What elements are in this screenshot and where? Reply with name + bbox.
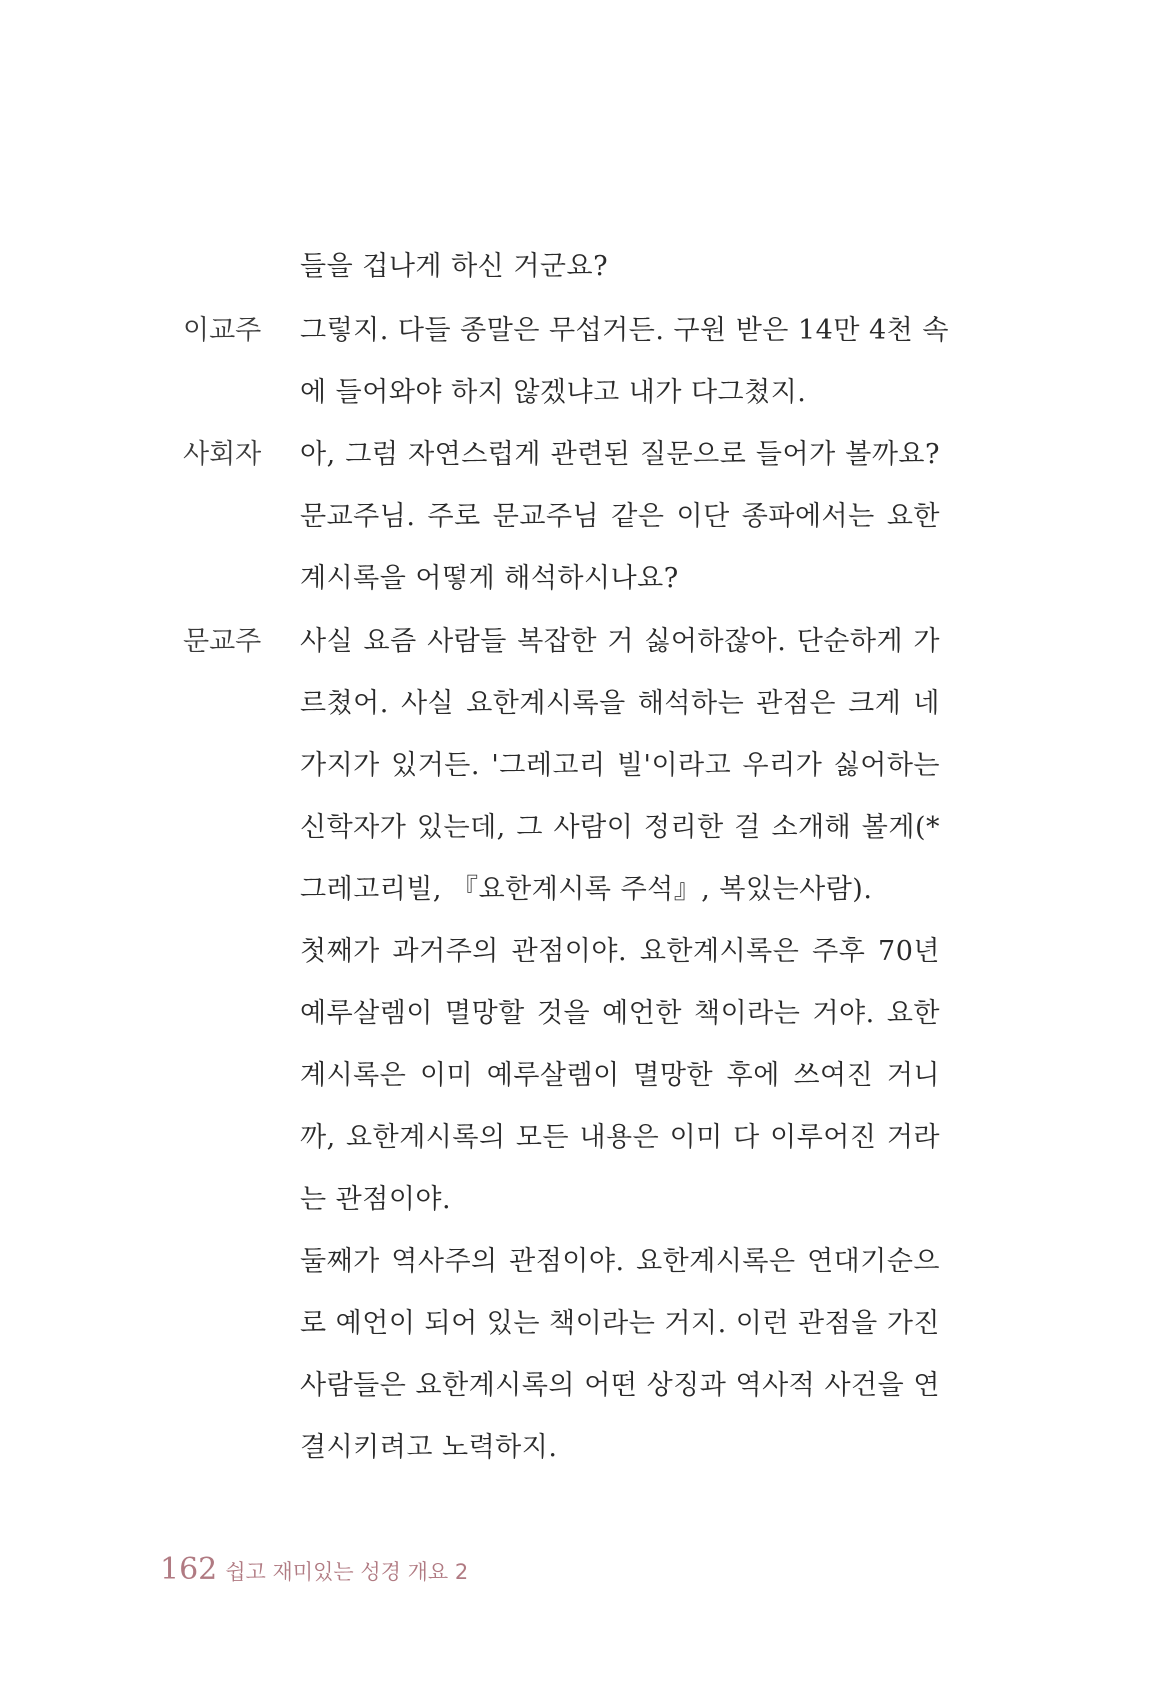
text-line: 첫째가 과거주의 관점이야. 요한계시록은 주후 70년: [300, 936, 940, 967]
text-line: 신학자가 있는데, 그 사람이 정리한 걸 소개해 볼게(*: [300, 812, 940, 843]
text-line: 계시록을 어떻게 해석하시나요?: [300, 563, 679, 594]
text-line: 문교주님. 주로 문교주님 같은 이단 종파에서는 요한: [300, 501, 940, 532]
text-line: 그레고리빌, 『요한계시록 주석』, 복있는사람).: [300, 874, 873, 905]
text-line: 계시록은 이미 예루살렘이 멸망한 후에 쓰여진 거니: [300, 1060, 940, 1091]
speaker-label-lee: 이교주: [183, 315, 262, 346]
text-line: 예루살렘이 멸망할 것을 예언한 책이라는 거야. 요한: [300, 998, 940, 1029]
page-number: 162: [160, 1552, 218, 1587]
speaker-label-moon: 문교주: [183, 626, 262, 657]
text-line: 는 관점이야.: [300, 1184, 452, 1215]
text-line: 로 예언이 되어 있는 책이라는 거지. 이런 관점을 가진: [300, 1308, 940, 1339]
text-line: 에 들어와야 하지 않겠냐고 내가 다그쳤지.: [300, 377, 807, 408]
text-line: 까, 요한계시록의 모든 내용은 이미 다 이루어진 거라: [300, 1122, 940, 1153]
text-line: 르쳤어. 사실 요한계시록을 해석하는 관점은 크게 네: [300, 688, 940, 719]
text-line: 들을 겁나게 하신 거군요?: [300, 251, 609, 282]
speaker-label-host: 사회자: [183, 439, 262, 470]
running-title: 쉽고 재미있는 성경 개요 2: [225, 1560, 469, 1584]
text-line: 결시키려고 노력하지.: [300, 1432, 558, 1463]
page-footer: [160, 1552, 468, 1592]
text-line: 그렇지. 다들 종말은 무섭거든. 구원 받은 14만 4천 속: [300, 315, 949, 346]
text-line: 사실 요즘 사람들 복잡한 거 싫어하잖아. 단순하게 가: [300, 626, 940, 657]
text-line: 아, 그럼 자연스럽게 관련된 질문으로 들어가 볼까요?: [300, 439, 940, 470]
text-line: 둘째가 역사주의 관점이야. 요한계시록은 연대기순으: [300, 1246, 940, 1277]
text-line: 가지가 있거든. '그레고리 빌'이라고 우리가 싫어하는: [300, 750, 940, 781]
text-line: 사람들은 요한계시록의 어떤 상징과 역사적 사건을 연: [300, 1370, 940, 1401]
